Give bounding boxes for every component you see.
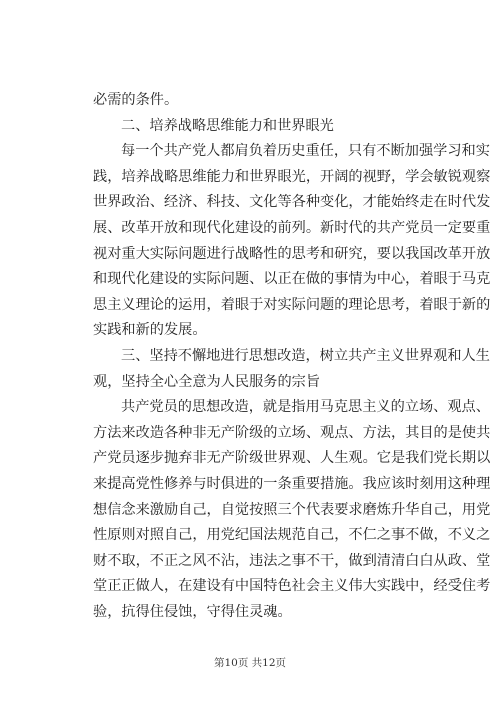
paragraph-text-line: 思主义理论的运用，着眼于对实际问题的理论思考，着眼于新的 (93, 296, 491, 313)
paragraph-text-line: 性原则对照自己，用党纪国法规范自己，不仁之事不做，不义之 (93, 527, 491, 544)
paragraph-text-line: 践，培养战略思维能力和世界眼光，开阔的视野，学会敏锐观察 (93, 168, 491, 185)
paragraph-text-line: 实践和新的发展。 (93, 322, 207, 339)
paragraph-text-line: 财不取，不正之风不沾，违法之事不干，做到清清白白从政、堂 (93, 552, 491, 569)
paragraph-text-line: 方法来改造各种非无产阶级的立场、观点、方法，其目的是使共 (93, 424, 491, 441)
paragraph-text-line: 世界政治、经济、科技、文化等各种变化，才能始终走在时代发 (93, 194, 491, 211)
page-number-footer: 第10页 共12页 (213, 657, 287, 669)
paragraph-text-line: 验，抗得住侵蚀，守得住灵魂。 (93, 603, 292, 620)
paragraph-text-line: 想信念来激励自己，自觉按照三个代表要求磨炼升华自己，用党 (93, 501, 491, 518)
paragraph-text-line: 视对重大实际问题进行战略性的思考和研究，要以我国改革开放 (93, 245, 491, 262)
paragraph-text-line: 每一个共产党人都肩负着历史重任，只有不断加强学习和实 (121, 143, 490, 160)
paragraph-text-line: 堂正正做人，在建设有中国特色社会主义伟大实践中，经受住考 (93, 578, 491, 595)
paragraph-text-line: 展、改革开放和现代化建设的前列。新时代的共产党员一定要重 (93, 219, 491, 236)
paragraph-text-line: 产党员逐步抛弃非无产阶级世界观、人生观。它是我们党长期以 (93, 450, 491, 467)
paragraph-text-line: 共产党员的思想改造，就是指用马克思主义的立场、观点、 (121, 399, 490, 416)
paragraph-text-line: 来提高党性修养与时俱进的一条重要措施。我应该时刻用这种理 (93, 475, 491, 492)
document-body (93, 88, 491, 625)
paragraph-text-line: 和现代化建设的实际问题、以正在做的事情为中心，着眼于马克 (93, 271, 491, 288)
section-heading-2: 二、培养战略思维能力和世界眼光 (121, 117, 334, 134)
paragraph-text-line: 必需的条件。 (93, 92, 179, 108)
section-heading-3-cont: 观，坚持全心全意为人民服务的宗旨 (93, 373, 321, 390)
section-heading-3: 三、坚持不懈地进行思想改造，树立共产主义世界观和人生 (121, 347, 490, 364)
